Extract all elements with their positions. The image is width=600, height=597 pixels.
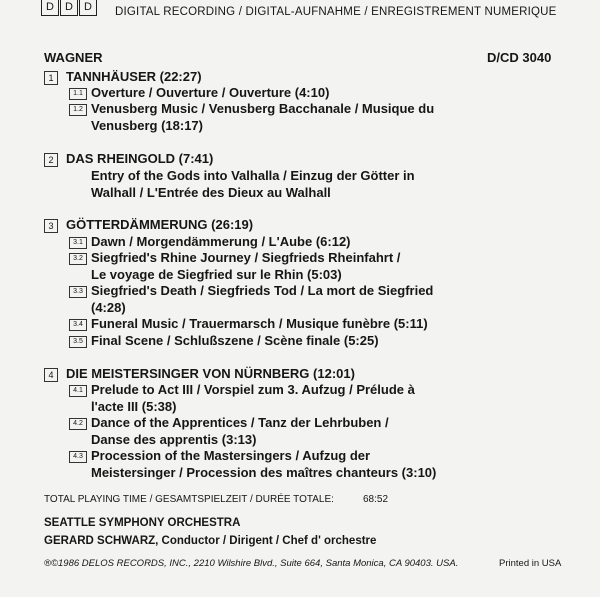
track-title-cont: l'acte III (5:38): [91, 399, 177, 414]
track-title-cont: (4:28): [91, 300, 126, 315]
track-title: Prelude to Act III / Vorspiel zum 3. Aufzug / Prélude à: [91, 382, 415, 397]
track-title: Dawn / Morgendämmerung / L'Aube (6:12): [91, 234, 351, 249]
track-number: 1.2: [69, 104, 87, 116]
track-title: Entry of the Gods into Valhalla / Einzug der Götter in: [91, 168, 415, 183]
track-title: Siegfried's Death / Siegfrieds Tod / La mort de Siegfried: [91, 283, 434, 298]
track-title: Procession of the Mastersingers / Aufzug der: [91, 448, 371, 463]
work-number: 1: [44, 71, 58, 85]
recording-note: DIGITAL RECORDING / DIGITAL-AUFNAHME / ENREGISTREMENT NUMERIQUE: [115, 6, 557, 18]
ddd-logo: [41, 0, 98, 16]
printed-in-note: Printed in USA: [499, 558, 562, 569]
orchestra-name: SEATTLE SYMPHONY ORCHESTRA: [44, 517, 241, 529]
track-title: Dance of the Apprentices / Tanz der Lehrbuben /: [91, 415, 389, 430]
total-playing-time-value: 68:52: [363, 494, 389, 505]
track-number: 3.4: [69, 319, 87, 331]
track-number: 3.3: [69, 286, 87, 298]
track-number: 3.1: [69, 237, 87, 249]
track-title-cont: Le voyage de Siegfried sur le Rhin (5:03): [91, 267, 342, 282]
catalog-number: D/CD 3040: [487, 50, 552, 65]
track-number: 3.2: [69, 253, 87, 265]
ddd-letter: D: [60, 0, 78, 16]
track-title-cont: Danse des apprentis (3:13): [91, 432, 257, 447]
track-number: 1.1: [69, 88, 87, 100]
total-playing-time-label: TOTAL PLAYING TIME / GESAMTSPIELZEIT / DURÉE TOTALE:: [44, 494, 334, 505]
work-number: 4: [44, 368, 58, 382]
ddd-letter: D: [79, 0, 97, 16]
track-number: 4.2: [69, 418, 87, 430]
track-title-cont: Meistersinger / Procession des maîtres chanteurs (3:10): [91, 465, 437, 480]
work-number: 2: [44, 153, 58, 167]
track-title: Overture / Ouverture / Ouverture (4:10): [91, 85, 330, 100]
conductor-credit: GERARD SCHWARZ, Conductor / Dirigent / Chef d' orchestre: [44, 535, 377, 547]
track-title: Funeral Music / Trauermarsch / Musique funèbre (5:11): [91, 316, 428, 331]
track-title-cont: Venusberg (18:17): [91, 118, 203, 133]
track-title: Venusberg Music / Venusberg Bacchanale / Musique du: [91, 101, 435, 116]
composer-name: WAGNER: [44, 50, 103, 65]
work-number: 3: [44, 219, 58, 233]
ddd-letter: D: [41, 0, 59, 16]
work-title: GÖTTERDÄMMERUNG (26:19): [66, 217, 254, 232]
copyright-line: ®©1986 DELOS RECORDS, INC., 2210 Wilshire Blvd., Suite 664, Santa Monica, CA 90403. USA.: [44, 558, 459, 569]
work-title: TANNHÄUSER (22:27): [66, 69, 202, 84]
track-number: 4.1: [69, 385, 87, 397]
track-number: 3.5: [69, 336, 87, 348]
track-title-cont: Walhall / L'Entrée des Dieux au Walhall: [91, 185, 331, 200]
work-title: DIE MEISTERSINGER VON NÜRNBERG (12:01): [66, 366, 355, 381]
work-title: DAS RHEINGOLD (7:41): [66, 151, 214, 166]
track-title: Final Scene / Schlußszene / Scène finale (5:25): [91, 333, 379, 348]
track-title: Siegfried's Rhine Journey / Siegfrieds Rheinfahrt /: [91, 250, 401, 265]
track-number: 4.3: [69, 451, 87, 463]
